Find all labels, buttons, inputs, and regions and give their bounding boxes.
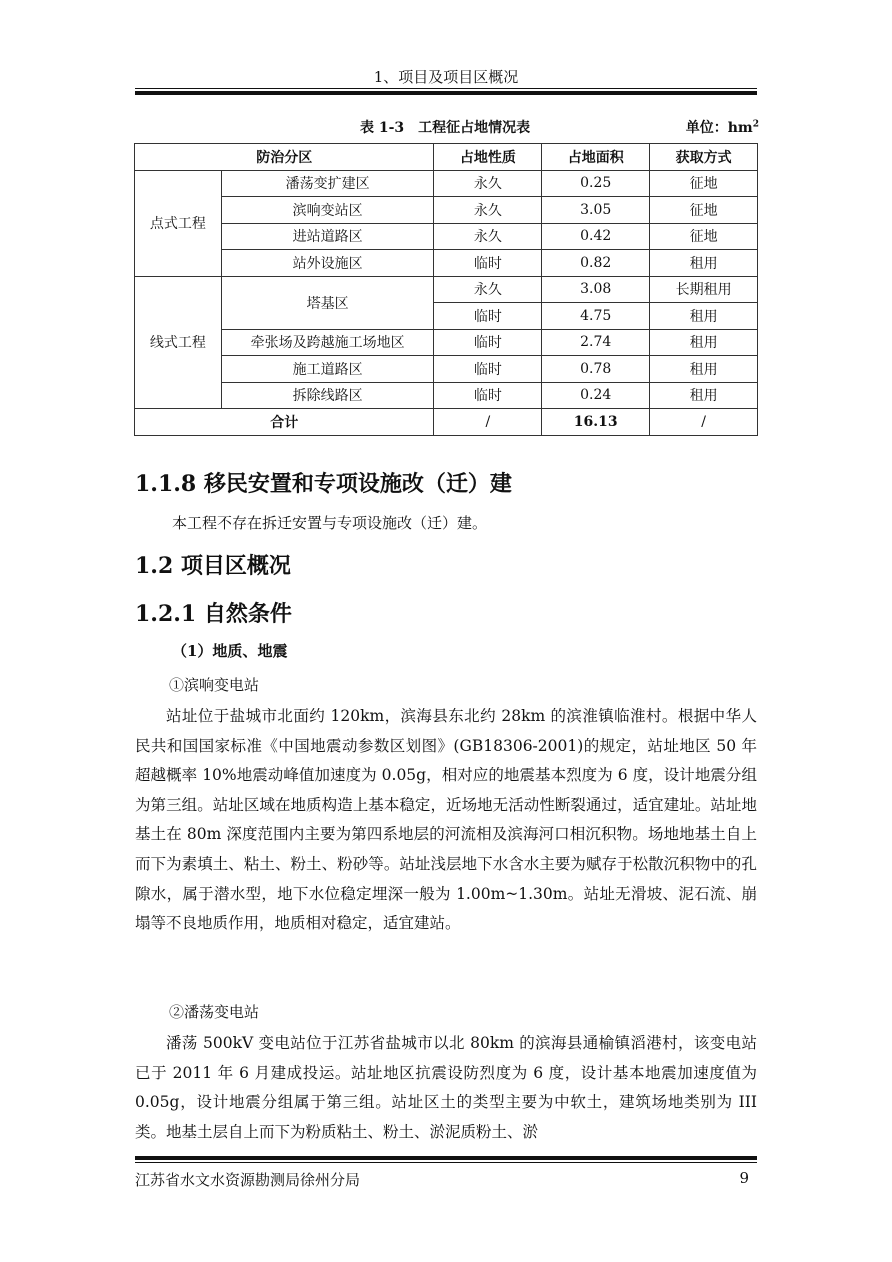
cell-nature: 临时: [434, 303, 542, 330]
section-1-1-8-text: 本工程不存在拆迁安置与专项设施改（迁）建。: [172, 514, 488, 532]
table-row: [135, 356, 758, 383]
cell-method: 租用: [650, 303, 758, 330]
footer-rule-thin: [135, 1162, 757, 1163]
cell-nature: 永久: [434, 170, 542, 197]
total-nature: /: [434, 409, 542, 436]
cell-area: 2.74: [542, 329, 650, 356]
cell-area: 3.08: [542, 276, 650, 303]
cell-nature: 永久: [434, 197, 542, 224]
cell-method: 征地: [650, 170, 758, 197]
subsection-heading-geology: （1）地质、地震: [172, 642, 288, 660]
table-total-row: [135, 409, 758, 436]
group-label-line: 线式工程: [135, 276, 222, 409]
total-area: 16.13: [542, 409, 650, 436]
cell-zone: 施工道路区: [221, 356, 434, 383]
cell-nature: 临时: [434, 356, 542, 383]
cell-zone: 塔基区: [221, 276, 434, 329]
cell-nature: 永久: [434, 223, 542, 250]
cell-nature: 临时: [434, 329, 542, 356]
cell-area: 0.78: [542, 356, 650, 383]
table-row: [135, 170, 758, 197]
col-header-area: 占地面积: [542, 144, 650, 171]
page-number: 9: [739, 1169, 749, 1187]
cell-method: 租用: [650, 382, 758, 409]
cell-zone: 牵张场及跨越施工场地区: [221, 329, 434, 356]
cell-zone: 进站道路区: [221, 223, 434, 250]
cell-nature: 临时: [434, 250, 542, 277]
col-header-nature: 占地性质: [434, 144, 542, 171]
table-row: [135, 250, 758, 277]
paragraph-pandang: 潘荡 500kV 变电站位于江苏省盐城市以北 80km 的滨海县通榆镇滔港村，该变电站已于 2011 年 6 月建成投运。站址地区抗震设防烈度为 6 度，设计基本地震加速度值为 0.05g，设计地震分组属于第三组。站址区土的类型主要为中软土，建筑场地类别为 III 类。地基土层自上而下为粉质粘土、粉土、淤泥质粉土、淤: [135, 1034, 757, 1141]
cell-method: 租用: [650, 250, 758, 277]
cell-area: 0.24: [542, 382, 650, 409]
table-row: [135, 223, 758, 250]
cell-zone: 滨响变站区: [221, 197, 434, 224]
footer-organization: 江苏省水文水资源勘测局徐州分局: [135, 1171, 361, 1189]
cell-nature: 永久: [434, 276, 542, 303]
table-header-row: [135, 144, 758, 171]
header-rule-thick: [135, 91, 757, 95]
header-rule-thin: [135, 88, 757, 89]
cell-area: 3.05: [542, 197, 650, 224]
table-row: [135, 276, 758, 303]
cell-method: 租用: [650, 356, 758, 383]
cell-nature: 临时: [434, 382, 542, 409]
group-label-point: 点式工程: [135, 170, 222, 276]
land-occupation-table: [134, 143, 758, 436]
cell-method: 长期租用: [650, 276, 758, 303]
running-header: 1、项目及项目区概况: [373, 68, 519, 86]
table-row: [135, 197, 758, 224]
total-method: /: [650, 409, 758, 436]
table-row: [135, 382, 758, 409]
table-unit: 单位：$hm^2$: [685, 119, 759, 136]
cell-zone: 站外设施区: [221, 250, 434, 277]
total-label: 合计: [135, 409, 434, 436]
item-heading-binxiang: ①滨响变电站: [169, 676, 260, 694]
cell-method: 征地: [650, 197, 758, 224]
col-header-zone: 防治分区: [135, 144, 434, 171]
cell-area: 0.42: [542, 223, 650, 250]
cell-zone: 拆除线路区: [221, 382, 434, 409]
cell-area: 0.25: [542, 170, 650, 197]
cell-area: 4.75: [542, 303, 650, 330]
footer-rule-thick: [135, 1156, 757, 1160]
table-row: [135, 329, 758, 356]
cell-method: 征地: [650, 223, 758, 250]
cell-area: 0.82: [542, 250, 650, 277]
section-heading-1-1-8: 1.1.8 移民安置和专项设施改（迁）建: [135, 471, 512, 497]
item-heading-pandang: ②潘荡变电站: [169, 1003, 260, 1021]
col-header-method: 获取方式: [650, 144, 758, 171]
paragraph-binxiang: 站址位于盐城市北面约 120km，滨海县东北约 28km 的滨淮镇临淮村。根据中华人民共和国国家标准《中国地震动参数区划图》(GB18306-2001)的规定，站址地区 50 年超越概率 10%地震动峰值加速度为 0.05g，相对应的地震基本烈度为 6 度，设计地震分组为第三组。站址区域在地质构造上基本稳定，近场地无活动性断裂通过，适宜建址。站址地基土在 80m 深度范围内主要为第四系地层的河流相及滨海河口相沉积物。场地地基土自上而下为素填土、粘土、粉土、粉砂等。站址浅层地下水含水主要为赋存于松散沉积物中的孔隙水，属于潜水型，地下水位稳定埋深一般为 1.00m~1.30m。站址无滑坡、泥石流、崩塌等不良地质作用，地质相对稳定，适宜建站。: [135, 707, 757, 933]
section-heading-1-2: 1.2 项目区概况: [135, 553, 291, 579]
table-caption: 表 1-3 工程征占地情况表: [360, 120, 531, 136]
section-heading-1-2-1: 1.2.1 自然条件: [135, 601, 292, 627]
cell-zone: 潘荡变扩建区: [221, 170, 434, 197]
cell-method: 租用: [650, 329, 758, 356]
